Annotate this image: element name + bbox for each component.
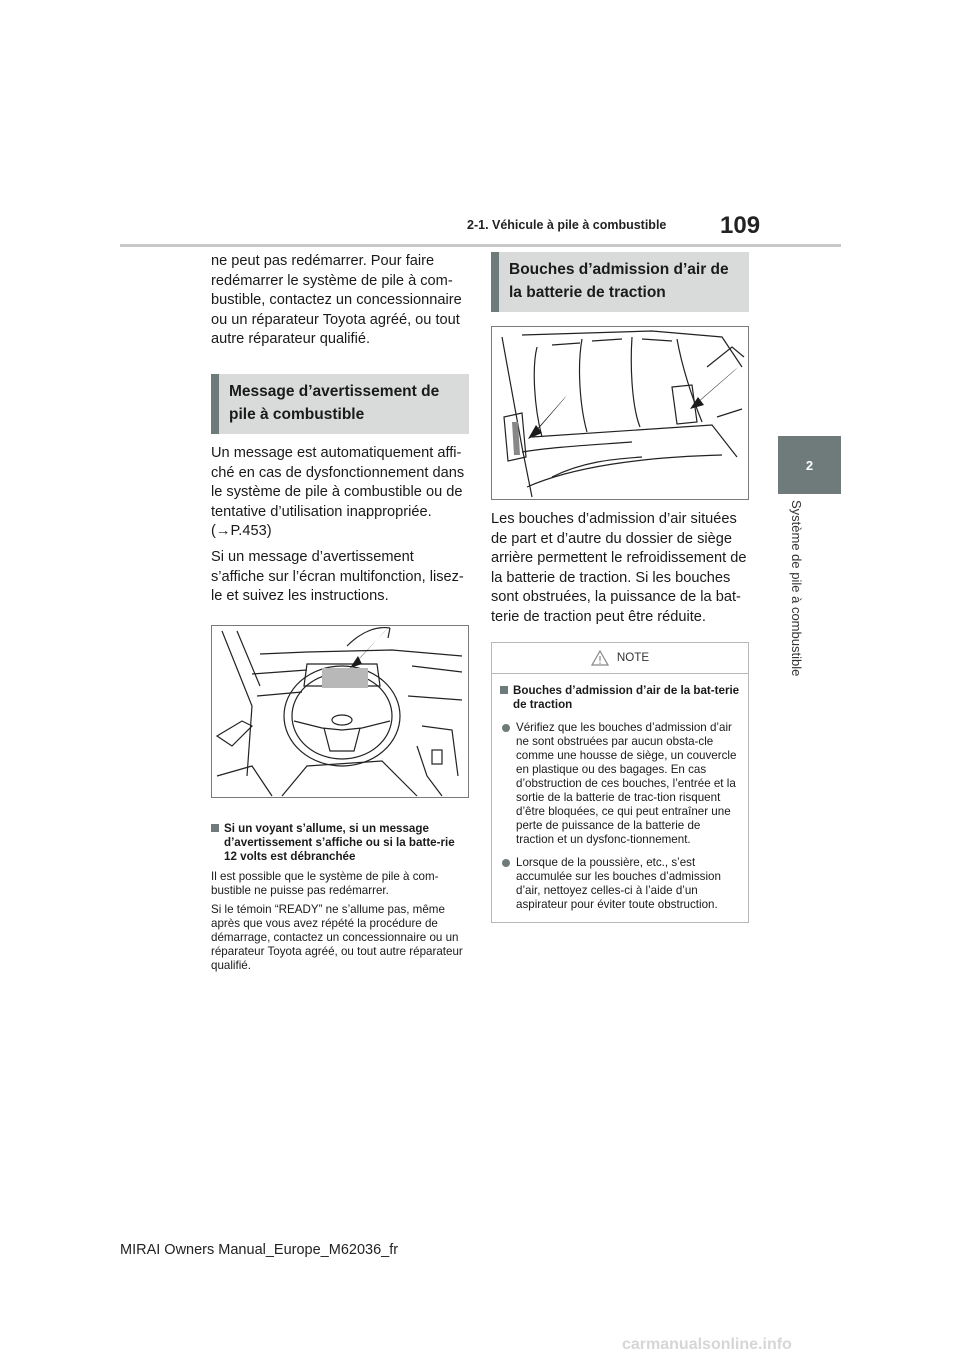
section-heading-line1: Message d’avertissement de	[229, 382, 440, 400]
footer-manual-name: MIRAI Owners Manual_Europe_M62036_fr	[120, 1242, 399, 1258]
note-bullet-1	[500, 721, 740, 847]
dashboard-drawing	[212, 626, 468, 797]
intro-paragraph: ne peut pas redémarrer. Pour faire redémarrer le système de pile à com-bustible, contactez un concessionnaire ou un réparateur Toyota agréé, ou tout autre réparateur qualifié.	[211, 253, 462, 348]
note-bullet-1-text: Vérifiez que les bouches d’admission d’air ne sont obstruées par aucun obsta-cle comme une housse de siège, un couvercle en plastique ou des bagages. En cas d’obstruction de ces bouches, l’entrée et la sortie de la batterie de trac-tion risquent d’être bloquées, ce qui peut entraîner une perte de puissance de la batterie de traction et un dysfonc-tionnement.	[516, 720, 737, 846]
air-intake-paragraph: Les bouches d’admission d’air situées de part et d’autre du dossier de siège arrière permettent le refroidissement de la batterie de traction. Si les bouches sont obstruées, la puissance de la bat-terie de traction peut être réduite.	[491, 511, 747, 625]
subsection-heading-text: Si un voyant s’allume, si un message d’avertissement s’affiche ou si la batte-rie 12 volts est débranchée	[224, 821, 455, 863]
rear-seat-illustration	[491, 326, 749, 500]
subsection-heading	[211, 822, 469, 864]
note-subheading-text: Bouches d’admission d’air de la bat-terie de traction	[513, 683, 740, 711]
section-heading-line2: pile à combustible	[229, 405, 365, 423]
header-section-title: 2-1. Véhicule à pile à combustible	[467, 218, 667, 232]
note-box	[491, 642, 749, 923]
section-heading-air-intake	[491, 252, 749, 312]
chapter-tab	[778, 436, 841, 494]
right-column	[491, 252, 749, 923]
section-heading-warning-message	[211, 374, 469, 434]
watermark: carmanualsonline.info	[622, 1336, 792, 1353]
chapter-label	[786, 500, 808, 700]
square-bullet-icon	[211, 824, 219, 832]
bullet-dot-icon	[502, 724, 510, 732]
instruction-paragraph: Si un message d’avertissement s’affiche sur l’écran multifonction, lisez-le et suivez les instructions.	[211, 548, 464, 605]
bullet-dot-icon	[502, 859, 510, 867]
rear-seat-drawing	[492, 327, 748, 499]
note-content	[492, 674, 748, 912]
section-heading-line2: la batterie de traction	[509, 284, 666, 301]
section-heading-line1: Bouches d’admission d’air de	[509, 261, 729, 278]
warning-triangle-icon	[591, 650, 609, 666]
header-rule	[120, 244, 841, 247]
warning-paragraph	[211, 444, 469, 542]
chapter-number: 2	[805, 457, 814, 473]
left-column	[211, 252, 469, 973]
page-reference: (→P.453)	[211, 523, 272, 540]
note-subheading	[500, 684, 740, 712]
note-bullet-2	[500, 856, 740, 912]
note-title: NOTE	[616, 651, 650, 665]
dashboard-illustration	[211, 625, 469, 798]
subsection-battery-disconnect	[211, 822, 469, 973]
small-paragraph-1: Il est possible que le système de pile à com-bustible ne puisse pas redémarrer.	[211, 869, 439, 897]
small-paragraph-2: Si le témoin “READY” ne s’allume pas, même après que vous avez répété la procédure de démarrage, contactez un concessionnaire ou un réparateur Toyota agréé, ou tout autre réparateur qualifié.	[211, 902, 463, 972]
page-number: 109	[720, 212, 761, 239]
warning-paragraph-text: Un message est automatiquement affi-ché en cas de dysfonctionnement dans le système de pile à combustible ou de tentative d’utilisation inappropriée.	[211, 444, 465, 520]
note-bullet-2-text: Lorsque de la poussière, etc., s’est accumulée sur les bouches d’admission d’air, nettoyez celles-ci à l’aide d’un aspirateur pour éviter toute obstruction.	[516, 855, 721, 911]
square-bullet-icon	[500, 686, 508, 694]
chapter-label-text: Système de pile à combustible	[789, 500, 804, 677]
note-header	[492, 643, 748, 674]
